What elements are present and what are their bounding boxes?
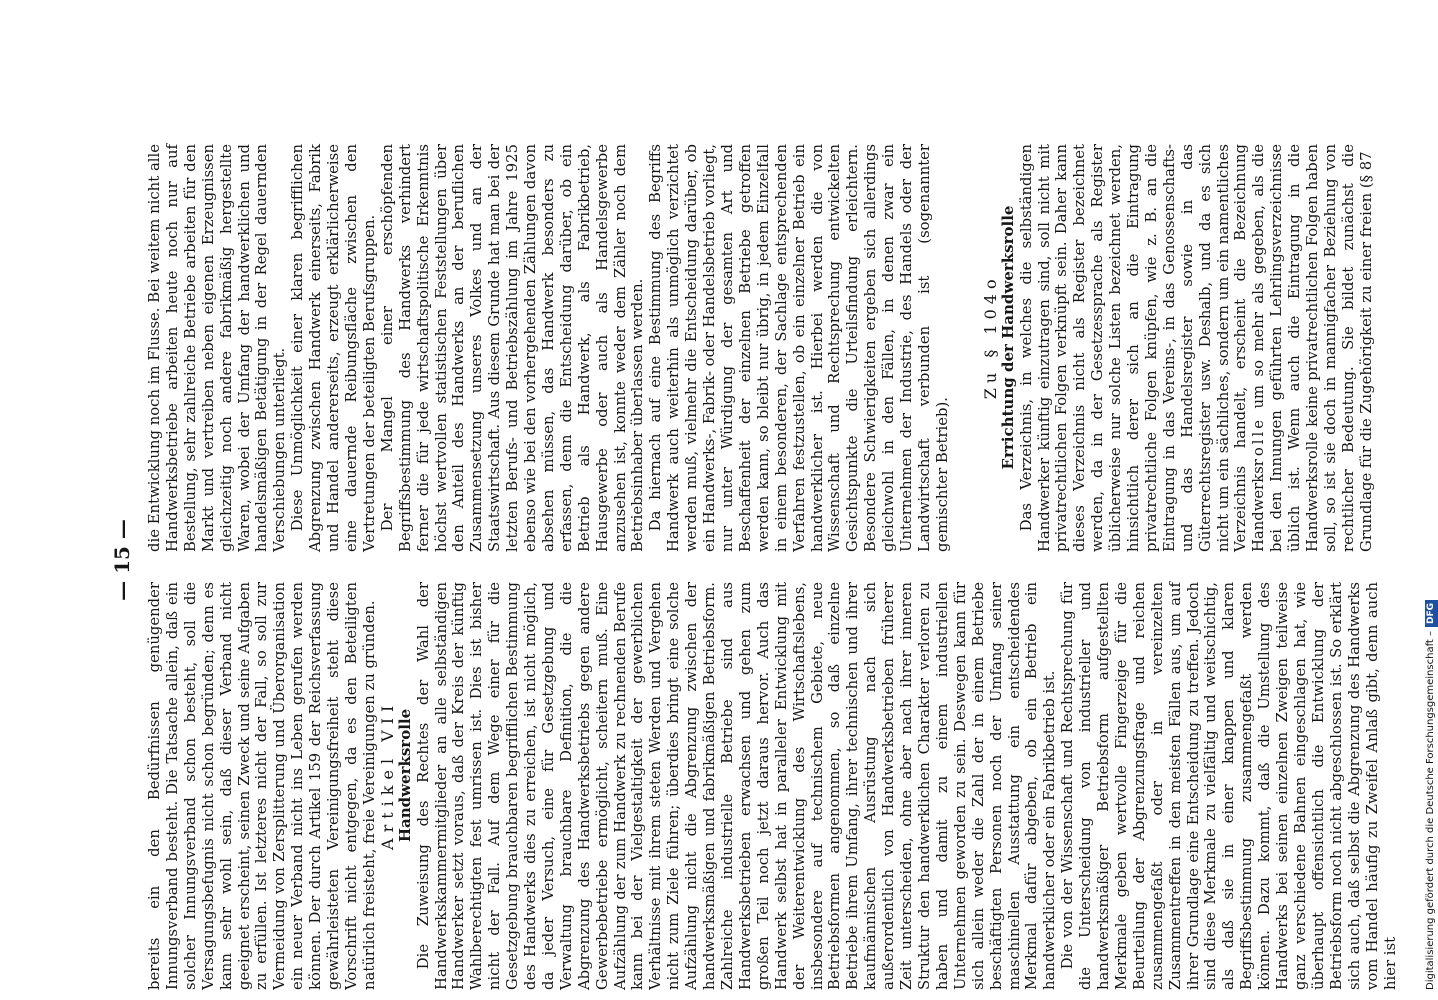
left-text-column bbox=[146, 582, 1399, 990]
section-subtitle: Handwerksrolle bbox=[395, 708, 414, 843]
paragraph: Die von der Wissenschaft und Rechtsprechung für die Unterscheidung von industrieller und handwerksmäßiger Betriebsform aufgestellten Merkmale geben wertvolle Fingerzeige für die Beurteilung der Abgrenzungsfrage und reichen zusammengefaßt oder in vereinzelten Zusammentreffen in den meisten Fällen aus, um auf ihrer Grundlage eine Entscheidung zu treffen. Jedoch sind diese Merkmale zu vielfältig und weitschichtig, als daß sie in einer knappen und klaren Begriffsbestimmung zusammengefaßt werden können. Dazu kommt, daß die Umstellung des Handwerks bei seinen einzelnen Zweigen teilweise ganz verschiedene Bahnen eingeschlagen hat, wie überhaupt offensichtlich die Entwicklung der Betriebsform noch nicht abgeschlossen ist. So erklärt sich auch, daß selbst die Abgrenzung des Handwerks vom Handel häufig zu Zweifel Anlaß gibt, denn auch hier ist bbox=[1059, 582, 1399, 990]
paragraph-text: Das Verzeichnis, in welches die selbständigen Handwerker künftig einzutragen sind, soll nicht mit privatrechtlichen Folgen verknüpft sein. Daher kann dieses Verzeichnis nicht als Register bezeichnet werden, da in der Gesetzessprache als Register üblicherweise nur solche Listen bezeichnet werden, hinsichtlich derer sich an die Eintragung privatrechtliche Folgen knüpfen, wie z. B. an die Eintragung in das Vereins-, in das Genossenschafts- und das Handelsregister sowie in das Güterrechtsregister usw. Deshalb, und da es sich nicht um ein sächliches, sondern um ein namentliches Verzeichnis handelt, erscheint die Bezeichnung Handwerks bbox=[1017, 144, 1268, 552]
paragraph bbox=[1018, 144, 1376, 552]
credit-text: Digitalisierung gefördert durch die Deutsche Forschungsgemeinschaft – bbox=[1425, 630, 1436, 990]
digitization-credit bbox=[1424, 600, 1438, 990]
rotated-document-page bbox=[110, 130, 1399, 990]
dfg-logo: DFG bbox=[1425, 600, 1438, 627]
section-title: Artikel VII bbox=[377, 699, 397, 850]
section-subtitle: Errichtung der Handwerksrolle bbox=[998, 205, 1017, 470]
paragraph: Die Zuweisung des Rechtes der Wahl der Handwerkskammermitglieder an alle selbständigen Handwerker setzt voraus, daß der Kreis der künftig Wahlberechtigten fest umrissen ist. Dies ist bisher nicht der Fall. Auf dem Wege einer für die Gesetzgebung brauchbaren begrifflichen Bestimmung des Handwerks dies zu erreichen, ist nicht möglich, da jeder Versuch, eine für Gesetzgebung und Verwaltung brauchbare Definition, die die Abgrenzung des Handwerksbetriebs gegen andere Gewerbebetriebe ermöglicht, scheitern muß. Eine Aufzählung der zum Handwerk zu rechnenden Berufe kann bei der Vielgestaltigkeit der gewerblichen Verhältnisse mit ihrem steten Werden und Vergehen nicht zum Ziele führen; überdies bringt eine solche Aufzählung nicht die Abgrenzung zwischen der handwerksmäßigen und fabrikmäßigen Betriebsform. Zahlreiche industrielle Betriebe sind aus Handwerksbetrieben erwachsen und gehen zum großen Teil noch jetzt daraus hervor. Auch das Handwerk selbst hat in paralleler Entwicklung mit der Weiterentwicklung des Wirtschaftslebens, insbesondere auf technischem Gebiete, neue Betriebsformen angenommen, so daß einzelne Betriebe ihrem Umfang, ihrer technischen und ihrer kaufmännischen Ausrüstung nach sich außerordentlich von Handwerksbetrieben früherer Zeit unterscheiden, ohne aber nach ihrer inneren Struktur den handwerklichen Charakter verloren zu haben und damit zu einem industriellen Unternehmen geworden zu sein. Deswegen kann für sich allein weder die Zahl der in einem Betriebe beschäftigten Personen noch der Umfang seiner maschinellen Ausstattung ein entscheidendes Merkmal dafür abgeben, ob ein Betrieb ein handwerklicher oder ein Fabrikbetrieb ist. bbox=[414, 582, 1059, 990]
page-number: — 15 — bbox=[110, 519, 134, 601]
paragraph: Diese Unmöglichkeit einer klaren begrifflichen Abgrenzung zwischen Handwerk einerseits, Fabrik und Handel andererseits, erzeugt erklärlicherweise eine dauernde Reibungsfläche zwischen den Vertretungen der beteiligten Berufsgruppen. bbox=[289, 144, 378, 552]
paragraph: Der Mangel einer erschöpfenden Begriffsbestimmung des Handwerks verhindert ferner die für jede wirtschaftspolitische Erkenntnis höchst wertvollen statistischen Feststellungen über den Anteil des Handwerks an der beruflichen Zusammensetzung unseres Volkes und an der Staatswirtschaft. Aus diesem Grunde hat man bei der letzten Berufs- und Betriebszählung im Jahre 1925 ebenso wie bei den vorhergehenden Zählungen davon absehen müssen, das Handwerk besonders zu erfassen, denn die Entscheidung darüber, ob ein Betrieb als Handwerk, als Fabrikbetrieb, Hausgewerbe oder auch als Handelsgewerbe anzusehen ist, konnte weder dem Zähler noch dem Betriebsinhaber überlassen werden. bbox=[378, 144, 647, 552]
spaced-word: rolle bbox=[1250, 416, 1268, 467]
paragraph: bereits ein den Bedürfnissen genügender Innungsverband besteht. Die Tatsache allein, daß ein solcher Innungsverband schon besteht, soll die Versagungsbefugnis nicht schon begründen; denn es kann sehr wohl sein, daß dieser Verband nicht geeignet erscheint, seinen Zweck und seine Aufgaben zu erfüllen. Ist letzteres nicht der Fall, so soll zur Vermeidung von Zersplitterung und Überorganisation ein neuer Verband nicht ins Leben gerufen werden können. Der durch Artikel 159 der Reichsverfassung gewährleisteten Vereinigungsfreiheit steht diese Vorschrift nicht entgegen, da es den Beteiligten natürlich freisteht, freie Vereinigungen zu gründen. bbox=[146, 582, 378, 990]
paragraph: Da hiernach auf eine Bestimmung des Begriffs Handwerk auch weiterhin als unmöglich verzichtet werden muß, vielmehr die Entscheidung darüber, ob ein Handwerks-, Fabrik- oder Handelsbetrieb vorliegt, nur unter Würdigung der gesamten Art und Beschaffenheit der einzelnen Betriebe getroffen werden kann, so bleibt nur übrig, in jedem Einzelfall in einem besonderen, der Sachlage entsprechenden Verfahren festzustellen, ob ein einzelner Betrieb ein handwerklicher ist. Hierbei werden die von Wissenschaft und Rechtsprechung entwickelten Gesichtspunkte die Urteilsfindung erleichtern. Besondere Schwierigkeiten ergeben sich allerdings gleichwohl in den Fällen, in denen zwar ein Unternehmen der Industrie, des Handels oder der Landwirtschaft verbunden ist (sogenannter gemischter Betrieb). bbox=[647, 143, 951, 552]
paragraph-text: um so mehr als gegeben, als die bei den Innungen geführten Lehrlingsverzeichnisse üblich ist. Wenn auch die Eintragung in die Handwerksrolle keine privatrechtlichen Folgen haben soll, so ist sie doch in mannigfacher Beziehung von rechtlicher Bedeutung. Sie bildet zunächst die Grundlage für die Zugehörigkeit zu einer freien (§ 87 bbox=[1250, 144, 1375, 552]
paragraph: die Entwicklung noch im Flusse. Bei weitem nicht alle Handwerksbetriebe arbeiten heute noch nur auf Bestellung, sehr zahlreiche Betriebe arbeiten für den Markt und vertreiben neben eigenen Erzeugnissen gleichzeitig noch andere fabrikmäßig hergestellte Waren, wobei der Umfang der handwerklichen und handelsmäßigen Betätigung in der Regel dauernden Verschiebungen unterliegt. bbox=[146, 144, 289, 552]
section-title: Zu § 104o bbox=[980, 274, 1000, 400]
right-text-column bbox=[146, 144, 1376, 552]
